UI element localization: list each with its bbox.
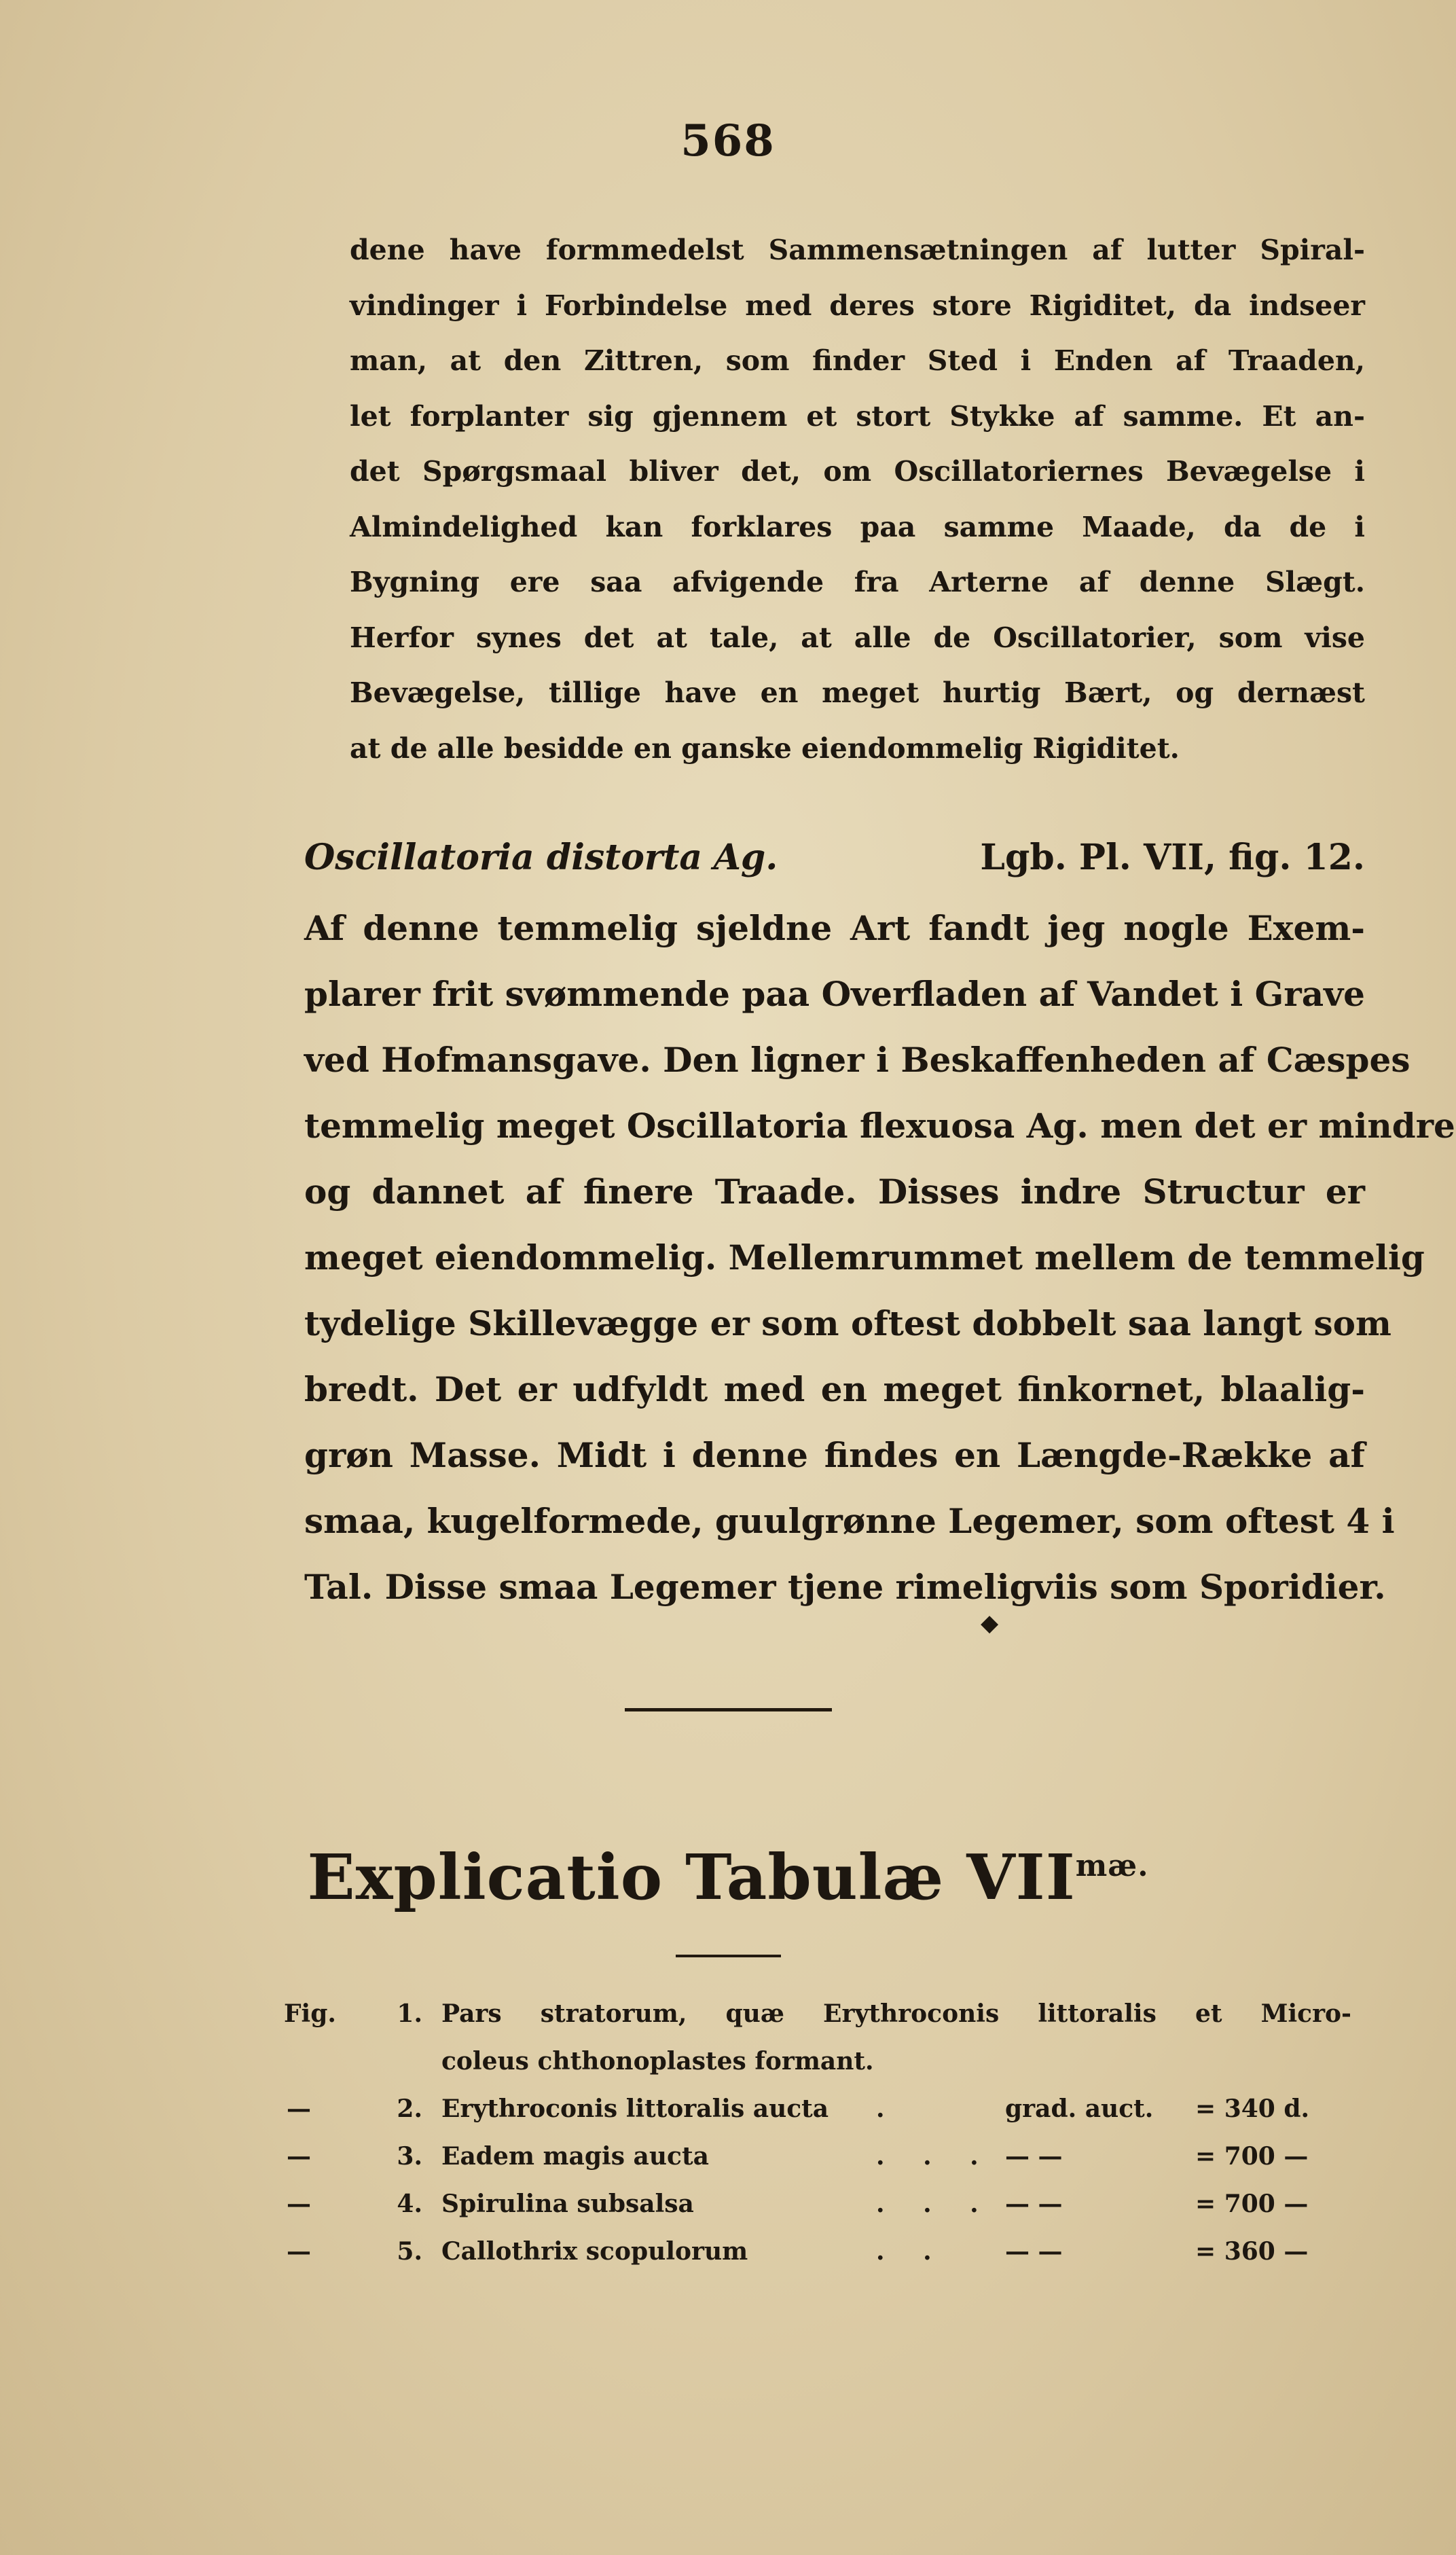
fig-magnification-label: grad. auct. [1005,2095,1154,2123]
species-name: Oscillatoria distorta [304,837,703,878]
text-line: Bevægelse, tillige have en meget hurtig Bært, og dernæst [350,676,1365,709]
fig-dash: — [287,2142,311,2171]
fig-description: coleus chthonoplastes formant. [441,2047,874,2076]
text-line: det Spørgsmaal bliver det, om Oscillatoriernes Bevægelse i [350,455,1365,488]
figure-row [272,2180,1372,2228]
explicatio-title [0,1841,1456,1914]
fig-dash: — [287,2237,311,2266]
text-line: og dannet af finere Traade. Disses indre Structur er [304,1172,1365,1212]
text-line: bredt. Det er udfyldt med en meget finkornet, blaalig- [304,1369,1365,1409]
text-line: Almindelighed kan forklares paa samme Maade, da de i [350,510,1365,543]
fig-magnification-value: = 360 — [1195,2237,1309,2266]
fig-description: Pars stratorum, quæ Erythroconis littoralis et Micro- [441,1999,1351,2028]
fig-magnification-value: = 700 — [1195,2142,1309,2171]
fig-dash: — [287,2095,311,2123]
figure-row-continuation [272,2037,1372,2085]
fig-dash: — [287,2190,311,2218]
fig-magnification-value: = 700 — [1195,2190,1309,2218]
fig-description: Eadem magis aucta [441,2142,709,2171]
figure-list [272,1990,1372,2275]
figure-row [272,2085,1372,2133]
fig-magnification-label: — — [1005,2237,1063,2266]
figure-row [272,1990,1372,2037]
text-line: Bygning ere saa afvigende fra Arterne af denne Slægt. [350,566,1365,598]
text-line: Tal. Disse smaa Legemer tjene rimeligviis som Sporidier. [304,1567,1386,1607]
fig-description: Erythroconis littoralis aucta [441,2095,829,2123]
fig-number: 2. [397,2095,422,2123]
text-line: meget eiendommelig. Mellemrummet mellem de temmelig [304,1237,1425,1278]
section-divider [625,1708,832,1711]
fig-number: 1. [397,1999,422,2028]
text-line: smaa, kugelformede, guulgrønne Legemer, som oftest 4 i [304,1501,1395,1541]
fig-number: 4. [397,2190,422,2218]
fig-magnification-label: — — [1005,2142,1063,2171]
species-reference: Lgb. Pl. VII, fig. 12. [980,837,1365,878]
species-description [304,895,1455,1620]
fig-magnification-label: — — [1005,2190,1063,2218]
text-line: grøn Masse. Midt i denne findes en Længde-Række af [304,1435,1365,1475]
fig-description: Callothrix scopulorum [441,2237,748,2266]
text-line: Af denne temmelig sjeldne Art fandt jeg nogle Exem- [304,908,1365,948]
text-line: man, at den Zittren, som finder Sted i Enden af Traaden, [350,344,1365,377]
fig-number: 3. [397,2142,422,2171]
fig-leader: . . . [876,2190,994,2218]
fig-magnification-value: = 340 d. [1195,2095,1310,2123]
explicatio-title-text: Explicatio Tabulæ VII [307,1841,1076,1914]
text-line: vindinger i Forbindelse med deres store Rigiditet, da indseer [350,289,1365,322]
figure-row [272,2133,1372,2180]
fig-label: Fig. [284,1999,336,2028]
paragraph-continuation [350,223,1365,776]
text-line: Herfor synes det at tale, at alle de Oscillatorier, som vise [350,621,1365,654]
text-line: tydelige Skillevægge er som oftest dobbelt saa langt som [304,1303,1391,1343]
fig-number: 5. [397,2237,422,2266]
text-line: plarer frit svømmende paa Overfladen af Vandet i Grave [304,974,1365,1014]
species-author: Ag. [713,837,778,878]
text-line: dene have formmedelst Sammensætningen af lutter Spiral- [350,234,1365,266]
text-line: ved Hofmansgave. Den ligner i Beskaffenheden af Cæspes [304,1040,1410,1080]
figure-row [272,2228,1372,2275]
ornament-icon: ◆ [981,1610,999,1637]
title-divider [676,1955,781,1957]
fig-leader: . . . [876,2142,994,2171]
text-line: temmelig meget Oscillatoria flexuosa Ag. men det er mindre [304,1106,1455,1146]
explicatio-title-sup: mæ. [1075,1849,1149,1883]
text-line: at de alle besidde en ganske eiendommelig Rigiditet. [350,731,1180,765]
fig-leader: . [876,2095,900,2123]
fig-description: Spirulina subsalsa [441,2190,694,2218]
page-number: 568 [680,115,776,166]
species-heading [304,827,1365,888]
text-line: let forplanter sig gjennem et stort Stykke af samme. Et an- [350,399,1365,433]
fig-leader: . . [876,2237,947,2266]
